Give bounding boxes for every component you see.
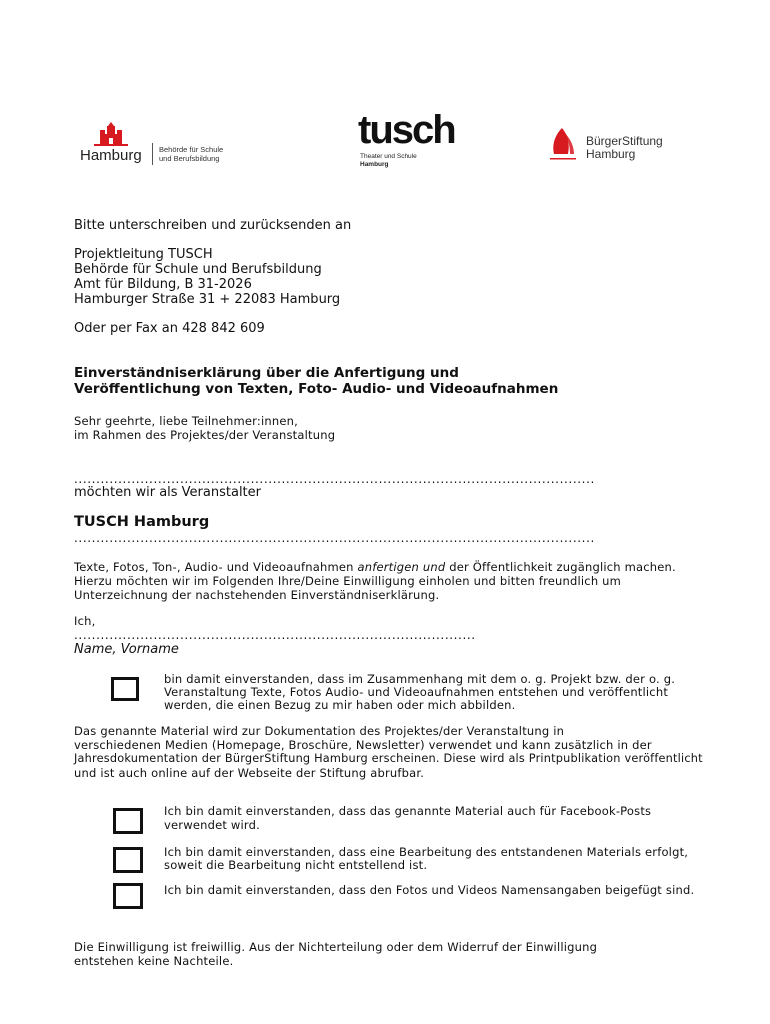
usage-line4: und ist auch online auf der Webseite der Stiftung abrufbar.	[74, 766, 425, 780]
organizer-name: TUSCH Hamburg	[74, 514, 210, 530]
hamburg-dept-line1: Behörde für Schule	[159, 145, 224, 154]
project-name-line: ......................................................................................................................	[74, 472, 595, 486]
usage-line3: Jahresdokumentation der BürgerStiftung Hamburg erscheinen. Diese wird als Printpublikation veröffentlicht	[74, 752, 703, 765]
greeting-line1: Sehr geehrte, liebe Teilnehmer:innen,	[74, 414, 298, 428]
consent-facebook-line1: Ich bin damit einverstanden, dass das genannte Material auch für Facebook-Posts	[164, 804, 652, 818]
consent-main-line1: bin damit einverstanden, dass im Zusammenhang mit dem o. g. Projekt bzw. der o. g.	[164, 672, 676, 686]
usage-line2: verschiedenen Medien (Homepage, Broschüre, Newsletter) verwendet und kann zusätzlich in der	[74, 738, 652, 752]
document-title-line2: Veröffentlichung von Texten, Foto- Audio- und Videoaufnahmen	[74, 381, 559, 397]
address-line4: Hamburger Straße 31 + 22083 Hamburg	[74, 292, 341, 307]
name-field-line: ...........................................................................................	[74, 628, 476, 642]
usage-line1: Das genannte Material wird zur Dokumentation des Projektes/der Veranstaltung in	[74, 724, 565, 738]
consent-facebook-checkbox[interactable]	[113, 808, 143, 834]
purpose-line3: Unterzeichnung der nachstehenden Einverständniserklärung.	[74, 588, 440, 602]
consent-facebook-line2: verwendet wird.	[164, 818, 260, 832]
hamburg-wordmark: Hamburg	[80, 147, 142, 164]
consent-edit-line1: Ich bin damit einverstanden, dass eine Bearbeitung des entstandenen Materials erfolgt,	[164, 845, 689, 859]
tusch-subline2: Hamburg	[360, 161, 389, 168]
address-line2: Behörde für Schule und Berufsbildung	[74, 262, 322, 277]
hamburg-castle-icon	[94, 122, 128, 146]
purpose-line1	[74, 560, 676, 574]
address-line3: Amt für Bildung, B 31-2026	[74, 277, 252, 292]
greeting-line2: im Rahmen des Projektes/der Veranstaltung	[74, 428, 336, 442]
consent-main-line2: Veranstaltung Texte, Fotos Audio- und Videoaufnahmen entstehen und veröffentlicht	[164, 685, 669, 699]
sail-icon	[548, 126, 580, 162]
fax-line: Oder per Fax an 428 842 609	[74, 321, 265, 336]
consent-names-line1: Ich bin damit einverstanden, dass den Fotos und Videos Namensangaben beigefügt sind.	[164, 883, 695, 897]
consent-names-checkbox[interactable]	[113, 883, 143, 909]
purpose-line1-a: Texte, Fotos, Ton-, Audio- und Videoaufnahmen	[74, 560, 358, 574]
purpose-line1-em: anfertigen und	[357, 560, 446, 574]
ich-label: Ich,	[74, 614, 96, 628]
buergerstiftung-line2: Hamburg	[586, 147, 636, 161]
buergerstiftung-line1: BürgerStiftung	[586, 134, 663, 148]
tusch-logo	[358, 108, 455, 172]
hamburg-divider	[152, 143, 153, 165]
tusch-subline1: Theater und Schule	[360, 153, 417, 160]
hamburg-dept-line2: und Berufsbildung	[159, 154, 220, 163]
document-title-line1: Einverständniserklärung über die Anfertigung und	[74, 365, 459, 381]
name-label: Name, Vorname	[74, 642, 179, 657]
consent-edit-checkbox[interactable]	[113, 847, 143, 873]
organizer-line: ......................................................................................................................	[74, 531, 595, 545]
hamburg-logo	[80, 122, 250, 172]
consent-main-checkbox[interactable]	[111, 677, 139, 701]
consent-edit-line2: soweit die Bearbeitung nicht entstellend ist.	[164, 858, 428, 872]
buergerstiftung-logo	[548, 126, 688, 166]
return-instruction: Bitte unterschreiben und zurücksenden an	[74, 218, 352, 233]
purpose-line1-b: der Öffentlichkeit zugänglich machen.	[445, 560, 676, 574]
organizer-intro: möchten wir als Veranstalter	[74, 485, 261, 500]
footer-line2: entstehen keine Nachteile.	[74, 954, 234, 968]
tusch-wordmark: tusch	[358, 108, 455, 152]
purpose-line2: Hierzu möchten wir im Folgenden Ihre/Deine Einwilligung einholen und bitten freundlich um	[74, 574, 622, 588]
footer-line1: Die Einwilligung ist freiwillig. Aus der Nichterteilung oder dem Widerruf der Einwilligung	[74, 940, 598, 954]
consent-main-line3: werden, die einen Bezug zu mir haben oder mich abbilden.	[164, 698, 516, 712]
address-line1: Projektleitung TUSCH	[74, 247, 213, 262]
